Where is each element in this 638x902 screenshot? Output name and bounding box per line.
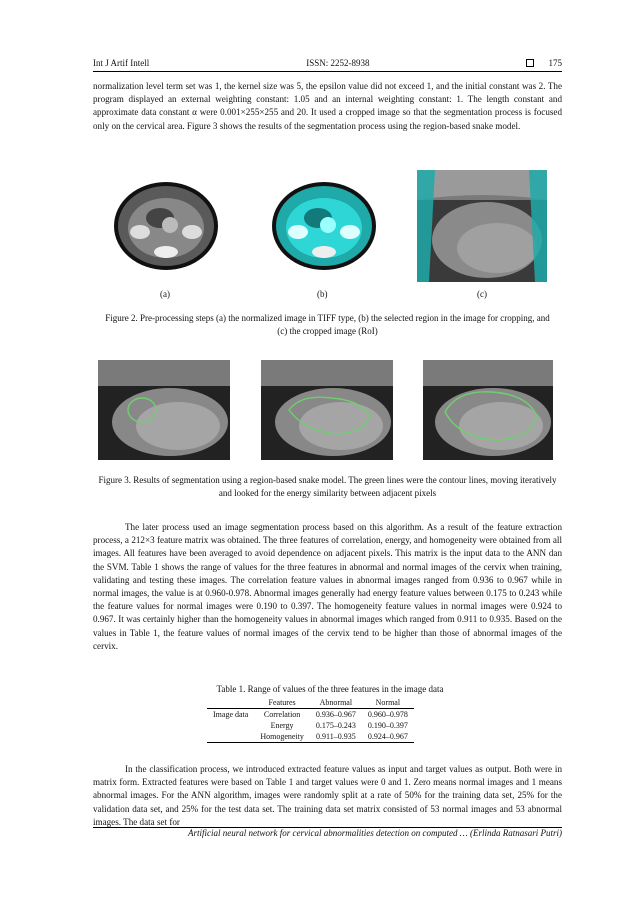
table-row: [207, 709, 414, 721]
table-cell: 0.936–0.967: [315, 710, 356, 719]
table-header-cell: Normal: [375, 698, 401, 707]
table-cell: 0.190–0.397: [367, 721, 408, 730]
figure2-image-c: [417, 170, 547, 282]
paragraph-3-text: In the classification process, we introduced extracted feature values as input and target values as output. Both were in matrix form. Extracted features were based on Table 1 and target values were 0 and 1. Zero means normal images and 1 means abnormal images. For the ANN algorithm, images were randomly split at a rate of 50% for the training data set, 25% for the validation data set, and 25% for the test data set. The training data set matrix consisted of 53 normal images and 53 abnormal images. The data set for: [93, 764, 562, 827]
table1: [207, 697, 414, 743]
figure2-image-b: [268, 170, 381, 282]
table-cell: 0.924–0.967: [367, 732, 408, 741]
table-cell: 0.960–0.978: [367, 710, 408, 719]
paragraph-1: [93, 80, 562, 133]
figure3-image-3: [423, 360, 553, 460]
checkbox-icon: [526, 59, 534, 67]
header-rule: [93, 71, 562, 72]
figure2-caption: Figure 2. Pre-processing steps (a) the normalized image in TIFF type, (b) the selected region in the image for cropping, and (c) the cropped image (RoI): [105, 313, 550, 336]
running-header: [93, 58, 562, 68]
table-cell: [207, 731, 254, 743]
table-cell: Homogeneity: [260, 732, 304, 741]
running-footer: Artificial neural network for cervical abnormalities detection on computed … (Erlinda Ratnasari Putri): [188, 828, 562, 838]
table-cell: Correlation: [263, 710, 301, 719]
table-header-cell: Abnormal: [319, 698, 353, 707]
table-header-row: [207, 697, 414, 709]
table-row: [207, 731, 414, 743]
figure2-label-c: (c): [477, 289, 487, 299]
table-header-cell: Features: [268, 698, 296, 707]
figure3-caption: Figure 3. Results of segmentation using a region-based snake model. The green lines were the contour lines, moving iteratively and looked for the energy similarity between adjacent pixels: [98, 475, 557, 498]
figure3-image-1: [98, 360, 230, 460]
table-cell: 0.175–0.243: [315, 721, 356, 730]
figure2-label-a: (a): [160, 289, 170, 299]
table-row: [207, 720, 414, 731]
paragraph-3: [93, 763, 562, 829]
paragraph-2-text: The later process used an image segmentation process based on this algorithm. As a result of the feature extraction process, a 212×3 feature matrix was obtained. The three features of correlation, energy, and homogeneity were obtained from all images. All features have been averaged to avoid dependence on adjacent pixels. This matrix is the input data to the ANN dan the SVM. Table 1 shows the range of values for the three features in abnormal and normal images of the cervix when training, validating and testing these images. The correlation feature values in abnormal images ranged from 0.936 to 0.967 while in normal images, the value is at 0.960-0.978. Abnormal images generally had energy feature values between 0.175 to 0.243 while the feature values for normal images were 0.190 to 0.397. The homogeneity feature values in normal images were 0.924 to 0.967. It was certainly higher than the homogeneity values in abnormal images which ranged from 0.911 to 0.935. Based on the values in Table 1, the feature values of normal images of the cervix tend to be higher than those of abnormal images of the cervix.: [93, 522, 562, 651]
table1-caption: Table 1. Range of values of the three features in the image data: [216, 684, 444, 694]
figure2-image-a: [110, 170, 223, 282]
table-cell: 0.911–0.935: [316, 732, 356, 741]
table-cell: [207, 720, 254, 731]
figure2-label-b: (b): [317, 289, 328, 299]
table-cell: Image data: [213, 710, 249, 719]
paragraph-2: [93, 521, 562, 653]
table-header-cell: [207, 697, 254, 709]
figure3-image-2: [261, 360, 393, 460]
issn: ISSN: 2252-8938: [306, 58, 370, 68]
page-number: 175: [548, 58, 562, 68]
journal-name: Int J Artif Intell: [93, 58, 150, 68]
paragraph-1-text: normalization level term set was 1, the kernel size was 5, the epsilon value did not exceed 1, and the initial constant was 2. The program displayed an external weighting constant: 1.05 and an internal weighting constant: 1. The length constant and approximate data constant α were 0.001×255×255 and 20. It used a cropped image so that the segmentation process is focused only on the cervical area. Figure 3 shows the results of the segmentation process using the region-based snake model.: [93, 81, 562, 131]
table-cell: Energy: [270, 721, 294, 730]
